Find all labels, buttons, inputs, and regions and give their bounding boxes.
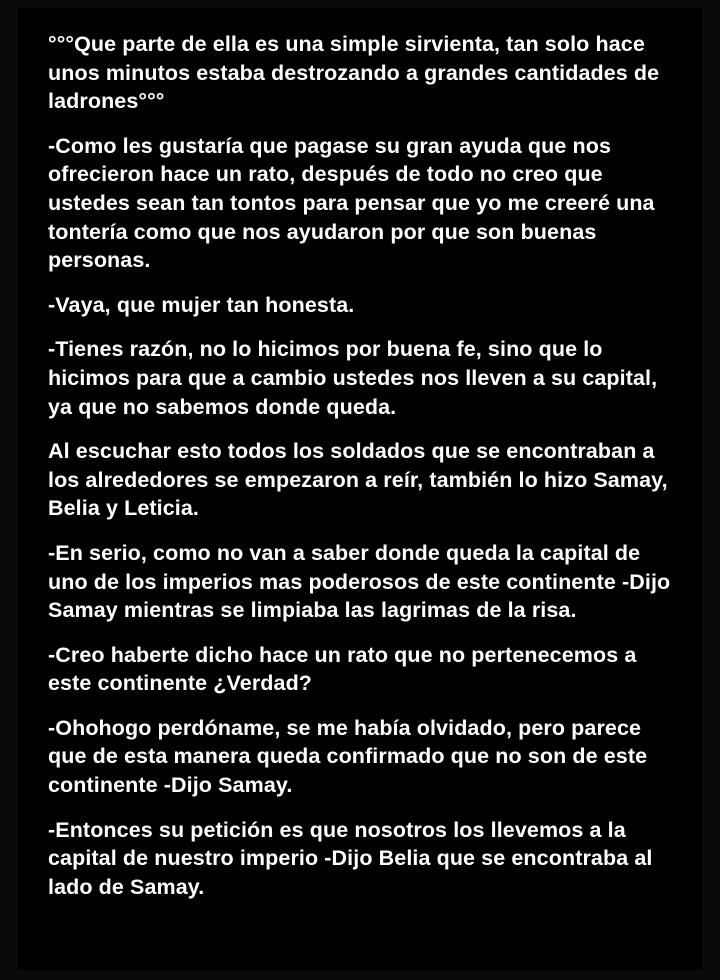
story-paragraph: -Entonces su petición es que nosotros los llevemos a la capital de nuestro imperio -Dijo Belia que se encontraba al lado de Samay. (48, 817, 659, 899)
story-paragraph: -Ohohogo perdóname, se me había olvidado, pero parece que de esta manera queda confirmado que no son de este continente -Dijo Samay. (48, 715, 654, 798)
story-paragraph: -Como les gustaría que pagase su gran ayuda que nos ofrecieron hace un rato, después de todo no creo que ustedes sean tan tontos para pensar que yo me creeré una tontería como que nos ayudaron por que son buenas personas. (48, 133, 661, 273)
story-text-surface (18, 8, 702, 970)
story-paragraph: -En serio, como no van a saber donde queda la capital de uno de los imperios mas poderosos de este continente -Dijo Samay mientras se limpiaba las lagrimas de la risa. (48, 540, 677, 623)
story-paragraph: °°°Que parte de ella es una simple sirvienta, tan solo hace unos minutos estaba destrozando a grandes cantidades de ladrones°°° (48, 32, 666, 114)
story-paragraph: -Creo haberte dicho hace un rato que no pertenecemos a este continente ¿Verdad? (48, 642, 643, 696)
story-paragraph: Al escuchar esto todos los soldados que se encontraban a los alrededores se empezaron a reír, también lo hizo Samay, Belia y Leticia. (48, 439, 674, 521)
story-paragraph: -Tienes razón, no lo hicimos por buena fe, sino que lo hicimos para que a cambio ustedes nos lleven a su capital, ya que no sabemos donde queda. (48, 337, 664, 419)
story-paragraph: -Vaya, que mujer tan honesta. (48, 292, 355, 317)
